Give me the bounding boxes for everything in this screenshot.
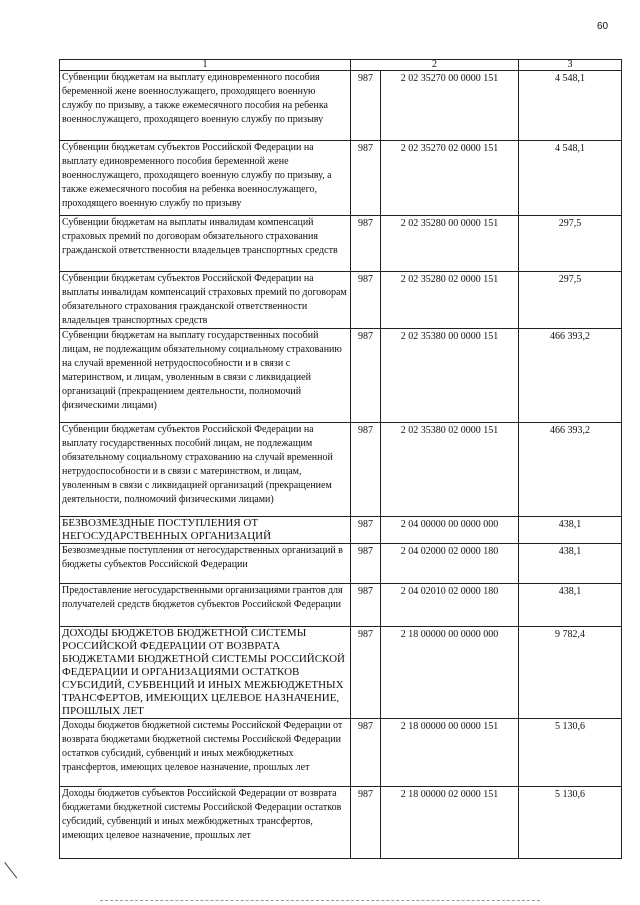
table-row: [60, 329, 622, 423]
row-admin: 987: [351, 719, 381, 787]
table-row: [60, 627, 622, 719]
row-admin: 987: [351, 272, 381, 329]
row-admin: 987: [351, 787, 381, 859]
revenue-table: [59, 59, 622, 859]
row-name: Субвенции бюджетам субъектов Российской Федерации на выплату государственных пособий лицам, не подлежащим обязательному социальному страхованию на случай временной нетрудоспособности и в связи с материнством, и лицам, уволенным в связи с ликвидацией организаций (прекращением деятельности, полномочий физическими лицами): [60, 423, 351, 517]
row-name: Доходы бюджетов бюджетной системы Российской Федерации от возврата бюджетами бюджетной системы Российской Федерации остатков субсидий, субвенций и иных межбюджетных трансфертов, имеющих целевое назначение, прошлых лет: [60, 719, 351, 787]
scan-artifact-edge: [100, 900, 540, 901]
row-code: 2 02 35380 00 0000 151: [381, 329, 519, 423]
row-sum: 297,5: [519, 272, 622, 329]
row-code: 2 02 35280 02 0000 151: [381, 272, 519, 329]
row-admin: 987: [351, 141, 381, 216]
row-sum: 466 393,2: [519, 329, 622, 423]
header-col-2: 2: [351, 60, 519, 71]
row-admin: 987: [351, 627, 381, 719]
row-name: ДОХОДЫ БЮДЖЕТОВ БЮДЖЕТНОЙ СИСТЕМЫ РОССИЙСКОЙ ФЕДЕРАЦИИ ОТ ВОЗВРАТА БЮДЖЕТАМИ БЮДЖЕТНОЙ СИСТЕМЫ РОССИЙСКОЙ ФЕДЕРАЦИИ И ОРГАНИЗАЦИЯМИ ОСТАТКОВ СУБСИДИЙ, СУБВЕНЦИЙ И ИНЫХ МЕЖБЮДЖЕТНЫХ ТРАНСФЕРТОВ, ИМЕЮЩИХ ЦЕЛЕВОЕ НАЗНАЧЕНИЕ, ПРОШЛЫХ ЛЕТ: [60, 627, 351, 719]
row-name: Субвенции бюджетам на выплаты инвалидам компенсаций страховых премий по договорам обязательного страхования гражданской ответственности владельцев транспортных средств: [60, 216, 351, 272]
row-name: Доходы бюджетов субъектов Российской Федерации от возврата бюджетами бюджетной системы Российской Федерации остатков субсидий, субвенций и иных межбюджетных трансфертов, имеющих целевое назначение, прошлых лет: [60, 787, 351, 859]
table-header-row: [60, 60, 622, 71]
page-number: 60: [597, 21, 609, 32]
row-sum: 297,5: [519, 216, 622, 272]
row-admin: 987: [351, 423, 381, 517]
row-code: 2 04 02010 02 0000 180: [381, 584, 519, 627]
table-row: [60, 544, 622, 584]
row-admin: 987: [351, 71, 381, 141]
table-row: [60, 787, 622, 859]
row-code: 2 02 35270 00 0000 151: [381, 71, 519, 141]
table-row: [60, 71, 622, 141]
row-sum: 5 130,6: [519, 719, 622, 787]
row-sum: 4 548,1: [519, 141, 622, 216]
row-sum: 438,1: [519, 584, 622, 627]
row-name: Субвенции бюджетам на выплату государственных пособий лицам, не подлежащим обязательному социальному страхованию на случай временной нетрудоспособности и в связи с материнством, и лицам, уволенным в связи с ликвидацией организаций (прекращением деятельности, полномочий физическими лицами): [60, 329, 351, 423]
row-code: 2 04 02000 02 0000 180: [381, 544, 519, 584]
row-code: 2 18 00000 00 0000 000: [381, 627, 519, 719]
row-code: 2 18 00000 00 0000 151: [381, 719, 519, 787]
row-admin: 987: [351, 544, 381, 584]
row-sum: 9 782,4: [519, 627, 622, 719]
row-sum: 466 393,2: [519, 423, 622, 517]
row-admin: 987: [351, 216, 381, 272]
row-code: 2 02 35270 02 0000 151: [381, 141, 519, 216]
table-row: [60, 584, 622, 627]
row-name: Безвозмездные поступления от негосударственных организаций в бюджеты субъектов Российской Федерации: [60, 544, 351, 584]
table-row: [60, 423, 622, 517]
row-sum: 5 130,6: [519, 787, 622, 859]
table-row: [60, 719, 622, 787]
row-code: 2 02 35380 02 0000 151: [381, 423, 519, 517]
row-sum: 438,1: [519, 544, 622, 584]
row-name: Предоставление негосударственными организациями грантов для получателей средств бюджетов субъектов Российской Федерации: [60, 584, 351, 627]
row-sum: 4 548,1: [519, 71, 622, 141]
table-row: [60, 141, 622, 216]
header-col-1: 1: [60, 60, 351, 71]
row-code: 2 02 35280 00 0000 151: [381, 216, 519, 272]
row-code: 2 04 00000 00 0000 000: [381, 517, 519, 544]
table-row: [60, 216, 622, 272]
row-name: БЕЗВОЗМЕЗДНЫЕ ПОСТУПЛЕНИЯ ОТ НЕГОСУДАРСТВЕННЫХ ОРГАНИЗАЦИЙ: [60, 517, 351, 544]
row-sum: 438,1: [519, 517, 622, 544]
row-admin: 987: [351, 329, 381, 423]
row-admin: 987: [351, 584, 381, 627]
row-name: Субвенции бюджетам субъектов Российской Федерации на выплату единовременного пособия беременной жене военнослужащего, проходящего военную службу по призыву, а также ежемесячного пособия на ребенка военнослужащего, проходящего военную службу по призыву: [60, 141, 351, 216]
table-row: [60, 517, 622, 544]
row-name: Субвенции бюджетам субъектов Российской Федерации на выплаты инвалидам компенсаций страховых премий по договорам обязательного страхования гражданской ответственности владельцев транспортных средств: [60, 272, 351, 329]
row-code: 2 18 00000 02 0000 151: [381, 787, 519, 859]
row-name: Субвенции бюджетам на выплату единовременного пособия беременной жене военнослужащего, проходящего военную службу по призыву, а также ежемесячного пособия на ребенка военнослужащего, проходящего военную службу по призыву: [60, 71, 351, 141]
header-col-3: 3: [519, 60, 622, 71]
row-admin: 987: [351, 517, 381, 544]
table-row: [60, 272, 622, 329]
scan-artifact-mark: [4, 862, 17, 878]
